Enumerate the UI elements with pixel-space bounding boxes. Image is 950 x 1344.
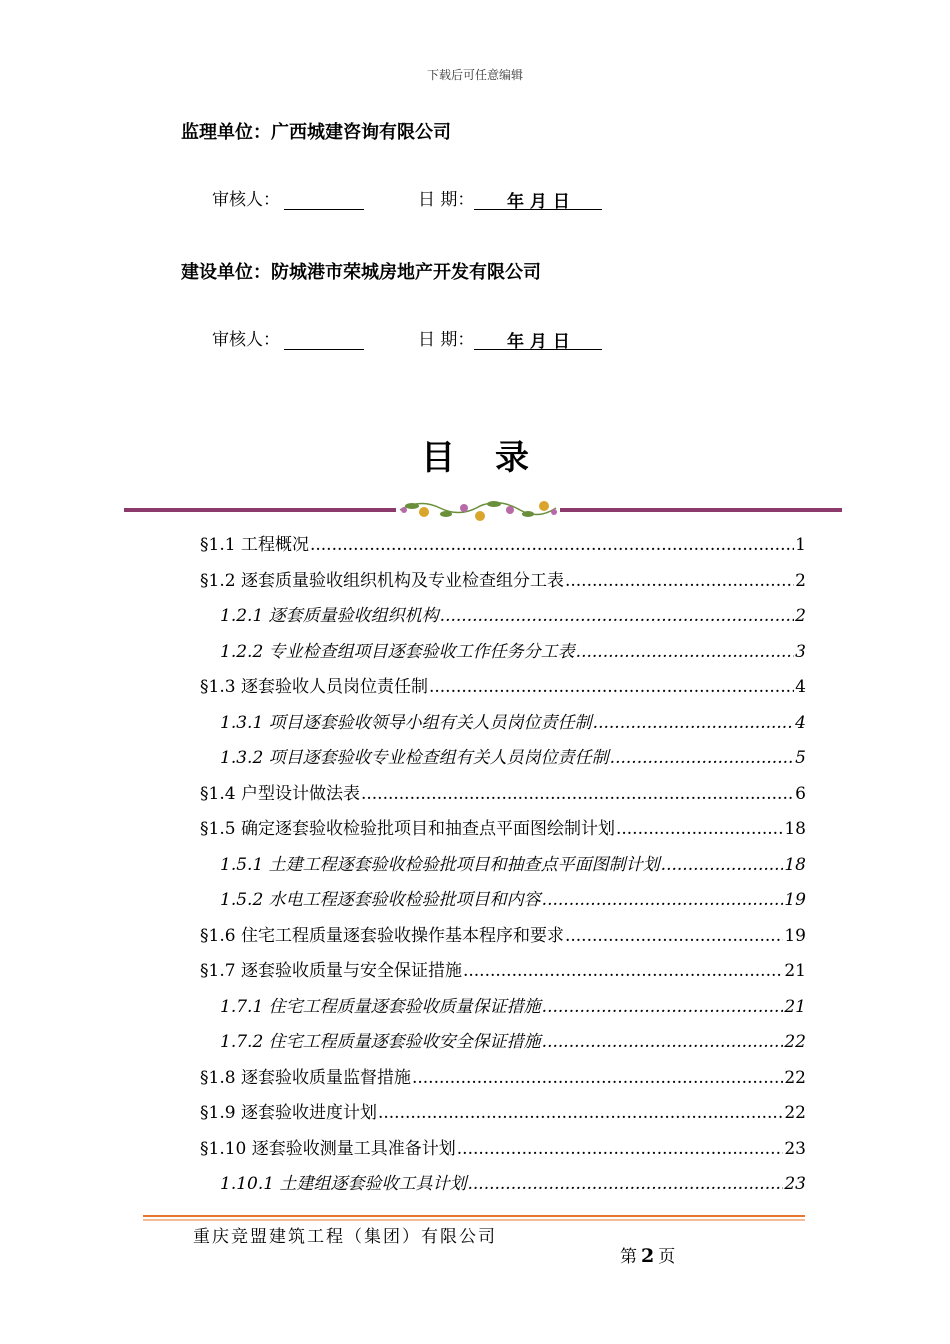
toc-leader-dots	[565, 571, 794, 591]
construction-unit: 建设单位：防城港市荣城房地产开发有限公司	[181, 262, 541, 283]
toc-entry-page: 3	[795, 641, 806, 662]
toc-leader-dots	[542, 890, 784, 910]
toc-entry-title: §1.9 逐套验收进度计划	[200, 1103, 377, 1123]
toc-entry-page: 4	[795, 712, 806, 733]
toc-leader-dots	[542, 1032, 784, 1052]
construction-date-field[interactable]: 年 月 日	[474, 327, 602, 350]
toc-title: 目录	[421, 438, 569, 478]
toc-entry[interactable]	[200, 708, 806, 744]
toc-entry-title: 1.2.2 专业检查组项目逐套验收工作任务分工表	[220, 641, 575, 662]
toc-entry-title: 1.7.1 住宅工程质量逐套验收质量保证措施	[220, 996, 541, 1017]
toc-leader-dots	[463, 961, 783, 981]
toc-leader-dots	[616, 819, 783, 839]
toc-entry-page: 1	[795, 535, 806, 555]
toc-entry[interactable]	[200, 601, 806, 637]
toc-entry[interactable]	[200, 921, 806, 957]
toc-entry[interactable]	[200, 743, 806, 779]
toc-leader-dots	[412, 1068, 783, 1088]
toc-entry-page: 19	[784, 925, 806, 946]
supervision-date-label: 日 期：	[418, 190, 475, 210]
supervision-reviewer-label: 审核人：	[212, 190, 280, 210]
table-of-contents	[200, 530, 806, 1205]
toc-entry-page: 18	[784, 854, 806, 875]
toc-entry-page: 4	[795, 677, 806, 697]
footer-company: 重庆竞盟建筑工程（集团）有限公司	[193, 1227, 497, 1247]
toc-entry[interactable]	[200, 779, 806, 815]
toc-entry[interactable]	[200, 992, 806, 1028]
toc-entry-page: 18	[784, 819, 806, 839]
toc-entry-title: 1.3.2 项目逐套验收专业检查组有关人员岗位责任制	[220, 748, 609, 768]
toc-entry-title: §1.6 住宅工程质量逐套验收操作基本程序和要求	[200, 925, 564, 946]
toc-leader-dots	[378, 1103, 783, 1123]
toc-leader-dots	[610, 748, 795, 768]
flower-ornament-icon	[400, 501, 557, 521]
toc-entry[interactable]	[200, 1169, 806, 1205]
toc-entry[interactable]	[200, 1063, 806, 1099]
toc-leader-dots	[565, 926, 783, 946]
construction-reviewer-blank[interactable]	[284, 331, 364, 350]
toc-entry-page: 6	[795, 783, 806, 804]
toc-entry-title: 1.3.1 项目逐套验收领导小组有关人员岗位责任制	[220, 712, 592, 733]
toc-entry-title: §1.2 逐套质量验收组织机构及专业检查组分工表	[200, 570, 564, 591]
supervision-unit: 监理单位：广西城建咨询有限公司	[181, 122, 451, 143]
toc-leader-dots	[429, 677, 794, 697]
toc-leader-dots	[457, 1139, 784, 1159]
toc-entry-page: 5	[795, 748, 806, 768]
toc-entry[interactable]	[200, 956, 806, 992]
toc-entry-title: §1.8 逐套验收质量监督措施	[200, 1067, 411, 1088]
toc-leader-dots	[310, 535, 794, 555]
supervision-date-field[interactable]: 年 月 日	[474, 187, 602, 210]
toc-entry-title: §1.7 逐套验收质量与安全保证措施	[200, 961, 462, 981]
toc-entry[interactable]	[200, 885, 806, 921]
toc-entry-page: 2	[795, 606, 806, 626]
toc-entry-title: §1.3 逐套验收人员岗位责任制	[200, 677, 428, 697]
toc-entry[interactable]	[200, 530, 806, 566]
page-number	[620, 1242, 675, 1267]
supervision-sign-row	[212, 186, 602, 210]
toc-entry[interactable]	[200, 637, 806, 673]
toc-entry[interactable]	[200, 1027, 806, 1063]
toc-entry-page: 2	[795, 570, 806, 591]
toc-entry[interactable]	[200, 566, 806, 602]
toc-entry-title: §1.10 逐套验收测量工具准备计划	[200, 1138, 456, 1159]
toc-entry-page: 22	[784, 1032, 806, 1052]
toc-leader-dots	[542, 997, 784, 1017]
toc-entry-title: 1.5.2 水电工程逐套验收检验批项目和内容	[220, 890, 541, 910]
toc-entry[interactable]	[200, 850, 806, 886]
toc-leader-dots	[661, 855, 784, 875]
toc-entry-title: 1.7.2 住宅工程质量逐套验收安全保证措施	[220, 1032, 541, 1052]
toc-leader-dots	[361, 784, 794, 804]
header-note: 下载后可任意编辑	[426, 68, 523, 82]
toc-entry-title: 1.5.1 土建工程逐套验收检验批项目和抽查点平面图制计划	[220, 854, 660, 875]
toc-entry-page: 23	[784, 1138, 806, 1159]
toc-entry-title: §1.4 户型设计做法表	[200, 783, 360, 804]
supervision-reviewer-blank[interactable]	[284, 191, 364, 210]
toc-entry-page: 22	[784, 1067, 806, 1088]
toc-leader-dots	[440, 606, 795, 626]
construction-reviewer-label: 审核人：	[212, 330, 280, 350]
toc-leader-dots	[593, 713, 795, 733]
toc-entry-title: 1.2.1 逐套质量验收组织机构	[220, 606, 439, 626]
page-prefix: 第	[620, 1247, 637, 1267]
toc-entry-page: 21	[784, 961, 806, 981]
toc-entry-page: 19	[784, 890, 806, 910]
toc-entry-page: 21	[784, 996, 806, 1017]
toc-entry-title: §1.1 工程概况	[200, 535, 309, 555]
toc-entry[interactable]	[200, 672, 806, 708]
toc-leader-dots	[467, 1174, 783, 1194]
construction-sign-row	[212, 326, 602, 350]
page-suffix: 页	[658, 1247, 676, 1267]
toc-entry-page: 23	[784, 1174, 806, 1194]
toc-entry-title: 1.10.1 土建组逐套验收工具计划	[220, 1174, 467, 1194]
toc-entry[interactable]	[200, 814, 806, 850]
construction-date-label: 日 期：	[418, 330, 475, 350]
toc-entry[interactable]	[200, 1134, 806, 1170]
footer-rule	[143, 1214, 805, 1222]
toc-entry[interactable]	[200, 1098, 806, 1134]
floral-divider	[124, 496, 842, 526]
toc-leader-dots	[576, 642, 795, 662]
toc-entry-page: 22	[784, 1103, 806, 1123]
page-number-value: 2	[641, 1245, 655, 1267]
toc-entry-title: §1.5 确定逐套验收检验批项目和抽查点平面图绘制计划	[200, 819, 615, 839]
